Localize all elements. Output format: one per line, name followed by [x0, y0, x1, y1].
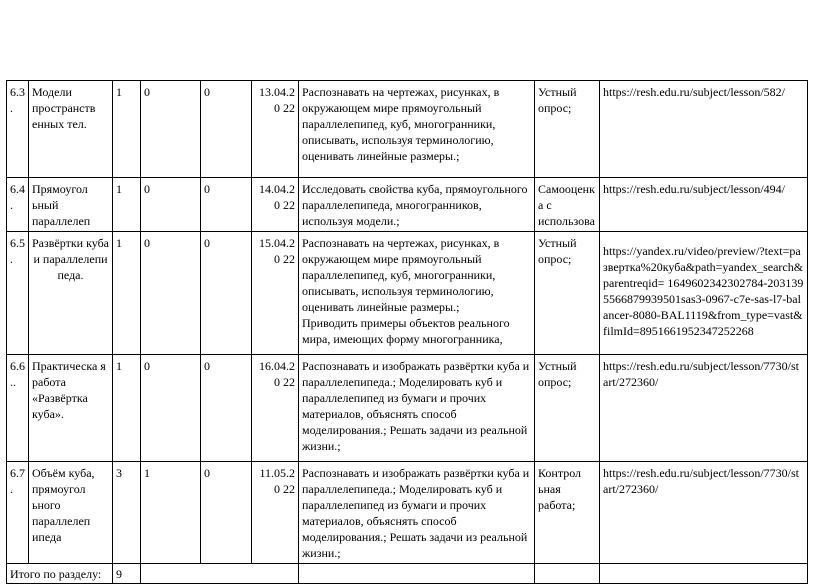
hours-practice: 0	[201, 81, 252, 178]
activities-text: Приводить примеры объектов реального мира, имеющих форму многогранника,	[302, 316, 510, 346]
activities	[299, 232, 535, 355]
table-row	[7, 232, 808, 355]
hours-total: 1	[113, 355, 141, 462]
resource-link[interactable]: https://resh.edu.ru/subject/lesson/494/	[600, 178, 808, 232]
hours-practice: 0	[201, 232, 252, 355]
control-form: Устный опрос;	[535, 355, 600, 462]
lesson-date: 14.04.20 22	[252, 178, 299, 232]
total-value: 9	[113, 564, 141, 584]
total-label: Итого по разделу:	[7, 564, 113, 584]
empty-cell	[141, 564, 299, 584]
hours-practice: 0	[201, 355, 252, 462]
hours-control: 0	[141, 232, 201, 355]
table-row	[7, 81, 808, 178]
topic-name: Развёртки куба и параллелепи педа.	[29, 232, 113, 355]
resource-link[interactable]	[600, 232, 808, 355]
table-row	[7, 355, 808, 462]
row-number: 6.3.	[7, 81, 29, 178]
row-number: 6.5.	[7, 232, 29, 355]
resource-link[interactable]: https://resh.edu.ru/subject/lesson/7730/start/272360/	[600, 462, 808, 564]
topic-name: Практическа я работа «Развёртка куба».	[29, 355, 113, 462]
spacer	[603, 235, 804, 243]
activities: Исследовать свойства куба, прямоугольного параллелепипеда, многогранников, используя модели.;	[299, 178, 535, 232]
hours-control: 0	[141, 178, 201, 232]
control-form: Устный опрос;	[535, 232, 600, 355]
table-row	[7, 178, 808, 232]
row-number: 6.7.	[7, 462, 29, 564]
hours-total: 1	[113, 178, 141, 232]
total-row	[7, 564, 808, 584]
lesson-plan-table	[6, 80, 808, 584]
lesson-date: 15.04.20 22	[252, 232, 299, 355]
control-form: Самооценк а с использова	[535, 178, 600, 232]
hours-practice: 0	[201, 178, 252, 232]
empty-cell	[535, 564, 600, 584]
table-row	[7, 462, 808, 564]
control-form: Устный опрос;	[535, 81, 600, 178]
topic-name: Модели пространств енных тел.	[29, 81, 113, 178]
resource-url[interactable]: https://yandex.ru/video/preview/?text=развертка%20куба&path=yandex_search&parentreqid= 1649602342302784-2031395566879939501sas3-0967-c7e-sas-l7-balancer-8080-BAL1119&from_type=vast&filmId=8951661952347252268	[603, 244, 804, 338]
lesson-date: 13.04.20 22	[252, 81, 299, 178]
topic-name: Объём куба, прямоугол ьного параллелеп ипеда	[29, 462, 113, 564]
row-number: 6.4.	[7, 178, 29, 232]
activities-text: Распознавать на чертежах, рисунках, в окружающем мире прямоугольный параллелепипед, куб, многогранники, описывать, используя терминологию, оценивать линейные размеры.;	[302, 236, 500, 314]
lesson-date: 16.04.20 22	[252, 355, 299, 462]
hours-total: 1	[113, 81, 141, 178]
hours-total: 1	[113, 232, 141, 355]
topic-name: Прямоугол ьный параллелеп	[29, 178, 113, 232]
control-form: Контрол ьная работа;	[535, 462, 600, 564]
hours-control: 1	[141, 462, 201, 564]
activities: Распознавать на чертежах, рисунках, в окружающем мире прямоугольный параллелепипед, куб, многогранники, описывать, используя терминологию, оценивать линейные размеры.;	[299, 81, 535, 178]
hours-control: 0	[141, 355, 201, 462]
hours-total: 3	[113, 462, 141, 564]
row-number: 6.6..	[7, 355, 29, 462]
lesson-date: 11.05.20 22	[252, 462, 299, 564]
empty-cell	[299, 564, 535, 584]
hours-control: 0	[141, 81, 201, 178]
resource-link[interactable]: https://resh.edu.ru/subject/lesson/582/	[600, 81, 808, 178]
activities: Распознавать и изображать развёртки куба и параллелепипеда.; Моделировать куб и параллелепипед из бумаги и прочих материалов, объяснять способ моделирования.; Решать задачи из реальной жизни.;	[299, 355, 535, 462]
empty-cell	[600, 564, 808, 584]
resource-link[interactable]: https://resh.edu.ru/subject/lesson/7730/start/272360/	[600, 355, 808, 462]
hours-practice: 0	[201, 462, 252, 564]
activities: Распознавать и изображать развёртки куба и параллелепипеда.; Моделировать куб и параллелепипед из бумаги и прочих материалов, объяснять способ моделирования.; Решать задачи из реальной жизни.;	[299, 462, 535, 564]
